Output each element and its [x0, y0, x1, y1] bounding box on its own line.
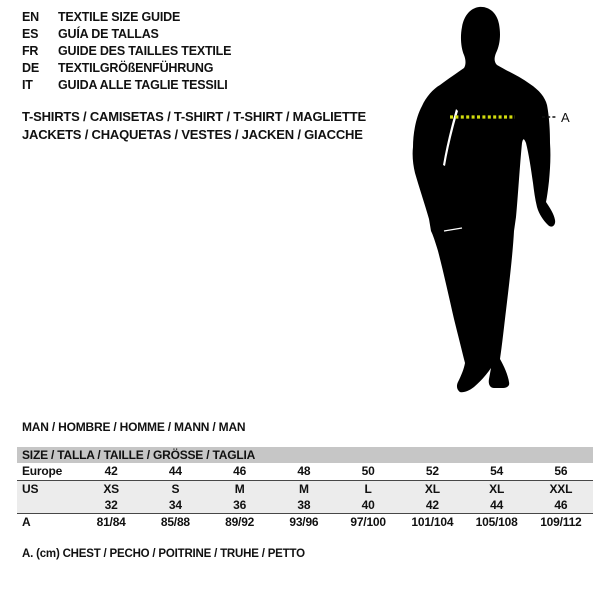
category-lines: [22, 108, 366, 144]
cell: 44: [168, 464, 182, 478]
cell: 109/112: [540, 515, 582, 529]
table-row-europe: [17, 463, 593, 481]
language-code: IT: [22, 78, 33, 92]
man-silhouette-svg: [408, 5, 580, 395]
cell: 101/104: [411, 515, 454, 529]
row-label: US: [22, 482, 39, 496]
language-label: TEXTILE SIZE GUIDE: [58, 10, 181, 24]
language-code: DE: [22, 61, 39, 75]
cell: 44: [490, 498, 504, 512]
cell: 50: [361, 464, 375, 478]
language-code: EN: [22, 10, 39, 24]
row-label: [17, 497, 79, 513]
size-table-header: SIZE / TALLA / TAILLE / GRÖSSE / TAGLIA: [17, 447, 593, 463]
cell: 97/100: [350, 515, 386, 529]
language-label: GUIDA ALLE TAGLIE TESSILI: [58, 78, 228, 92]
cell: 81/84: [96, 515, 126, 529]
cell: 32: [104, 498, 118, 512]
language-row-en: [22, 9, 231, 26]
cell: S: [171, 482, 180, 496]
table-row-numeric: [17, 497, 593, 514]
cell: 42: [425, 498, 439, 512]
measurement-label-a: A: [561, 110, 570, 125]
cell: 38: [297, 498, 311, 512]
cell: 42: [104, 464, 118, 478]
cell: XXL: [549, 482, 573, 496]
cell: XL: [489, 482, 505, 496]
cell: 34: [168, 498, 182, 512]
footnote-measurement-a: A. (cm) CHEST / PECHO / POITRINE / TRUHE / PETTO: [22, 548, 305, 560]
table-row-us: [17, 481, 593, 497]
category-jackets: JACKETS / CHAQUETAS / VESTES / JACKEN / GIACCHE: [22, 127, 363, 142]
cell: L: [364, 482, 372, 496]
size-table: [17, 447, 593, 531]
man-silhouette-body: [413, 7, 556, 392]
table-row-chest-a: [17, 514, 593, 531]
category-tshirts: T-SHIRTS / CAMISETAS / T-SHIRT / T-SHIRT / MAGLIETTE: [22, 109, 366, 124]
cell: XL: [424, 482, 440, 496]
language-code: ES: [22, 27, 39, 41]
cell: 48: [297, 464, 311, 478]
cell: XS: [103, 482, 119, 496]
cell: 36: [233, 498, 247, 512]
language-list: [22, 9, 231, 94]
language-label: GUIDE DES TAILLES TEXTILE: [58, 44, 232, 58]
cell: M: [298, 482, 309, 496]
cell: 40: [361, 498, 375, 512]
cell: M: [234, 482, 245, 496]
language-label: TEXTILGRÖßENFÜHRUNG: [58, 61, 214, 75]
row-label: A: [22, 515, 31, 529]
language-row-de: [22, 60, 231, 77]
row-label: Europe: [22, 464, 63, 478]
cell: 54: [490, 464, 504, 478]
cell: 105/108: [475, 515, 518, 529]
man-silhouette-figure: [408, 5, 580, 395]
language-row-es: [22, 26, 231, 43]
language-row-it: [22, 77, 231, 94]
cell: 56: [554, 464, 568, 478]
cell: 52: [425, 464, 439, 478]
language-label: GUÍA DE TALLAS: [58, 27, 159, 41]
cell: 93/96: [289, 515, 319, 529]
cell: 89/92: [225, 515, 255, 529]
cell: 46: [554, 498, 568, 512]
language-row-fr: [22, 43, 231, 60]
cell: 46: [233, 464, 247, 478]
section-title: MAN / HOMBRE / HOMME / MANN / MAN: [22, 420, 246, 434]
language-code: FR: [22, 44, 39, 58]
cell: 85/88: [160, 515, 190, 529]
